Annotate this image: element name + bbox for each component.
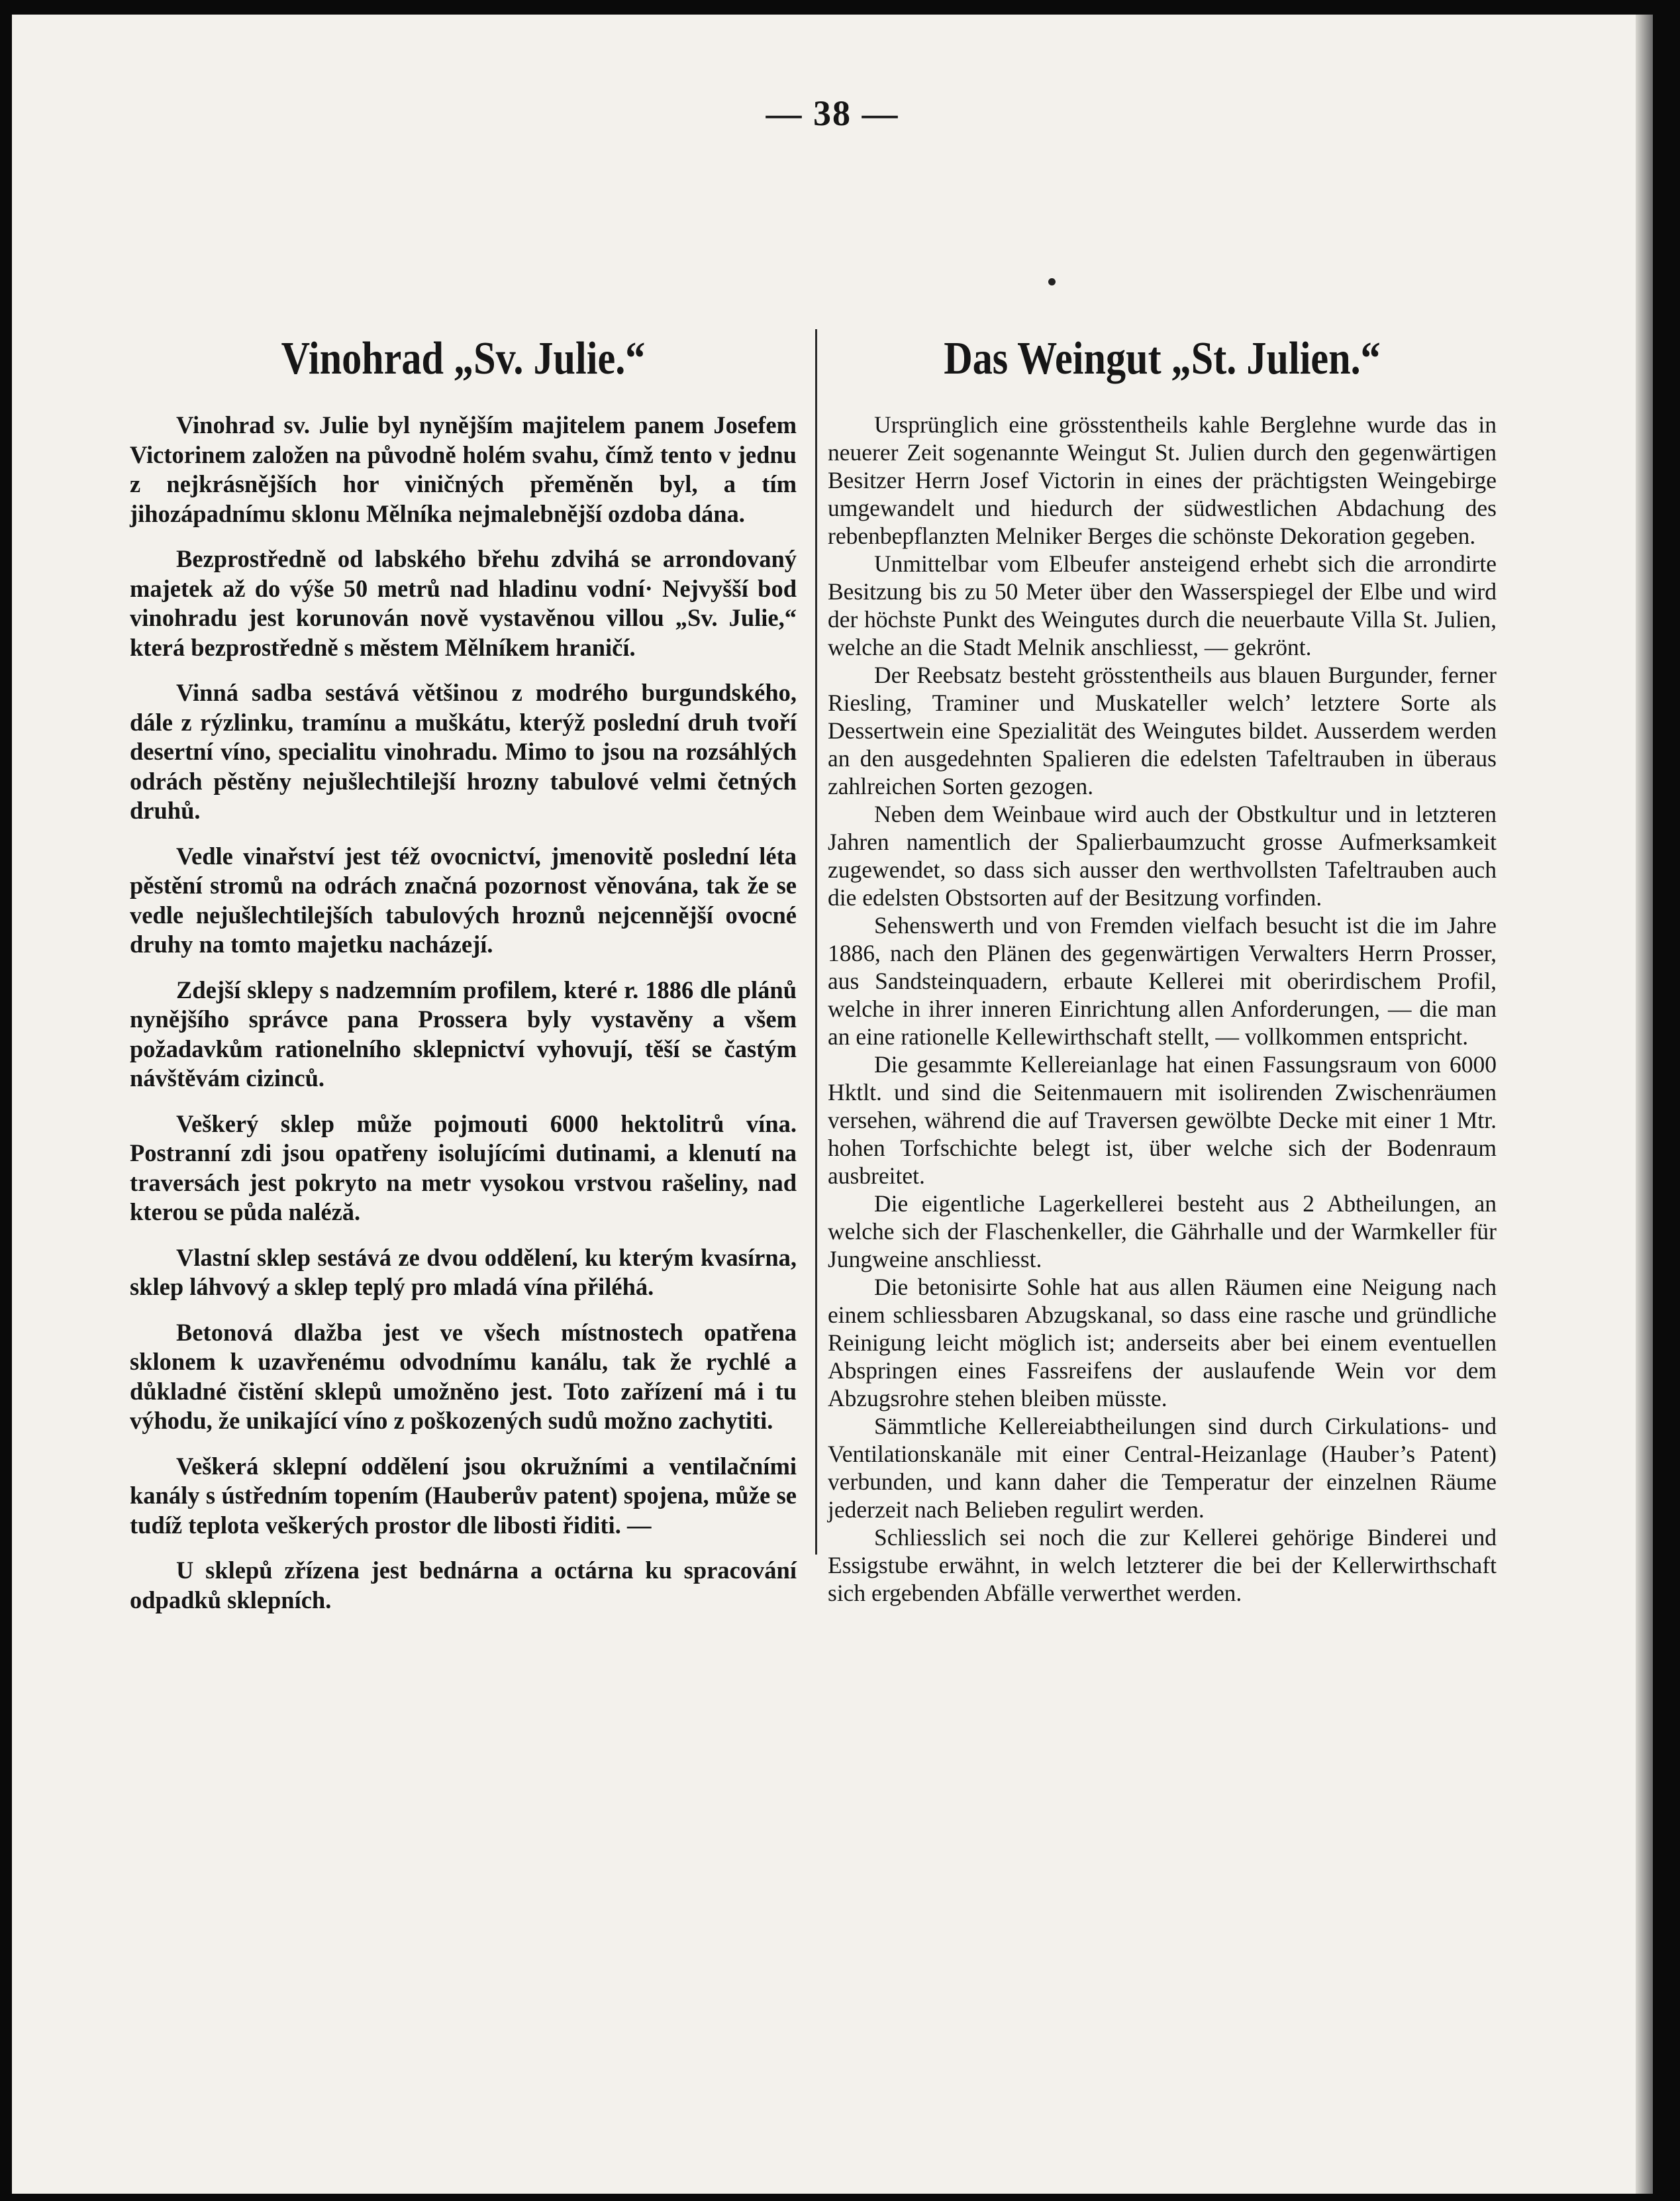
paragraph: Sehenswerth und von Fremden vielfach besucht ist die im Jahre 1886, nach den Plänen des gegenwärtigen Verwalters Herrn Prosser, aus Sandsteinquadern, erbaute Kellerei mit oberirdischem Profil, welche in ihrer inneren Einrichtung allen Anforderungen, — die man an eine rationelle Kellewirthschaft stellt, — vollkommen entspricht.: [828, 912, 1497, 1050]
paragraph: Vedle vinařství jest též ovocnictví, jmenovitě poslední léta pěstění stromů na odrách značná pozornost věnována, tak že se vedle nejušlechtilejších tabulových hroznů nejcennější ovocné druhy na tomto majetku nacházejí.: [130, 842, 797, 958]
paragraph: Ursprünglich eine grösstentheils kahle Berglehne wurde das in neuerer Zeit sogenannte Weingut St. Julien durch den gegenwärtigen Besitzer Herrn Josef Victorin in eines der prächtigsten Weingebirge umgewandelt und hiedurch der südwestlichen Abdachung des rebenbepflanzten Melniker Berges die schönste Dekoration gegeben.: [828, 411, 1497, 549]
paragraph: Die gesammte Kellereianlage hat einen Fassungsraum von 6000 Hktlt. und sind die Seitenmauern mit isolirenden Zwischenräumen versehen, während die auf Traversen gewölbte Decke mit einer 1 Mtr. hohen Torfschichte belegt ist, über welche sich der Bodenraum ausbreitet.: [828, 1051, 1497, 1189]
paragraph: Vlastní sklep sestává ze dvou oddělení, ku kterým kvasírna, sklep láhvový a sklep teplý pro mladá vína přiléhá.: [130, 1243, 797, 1300]
paragraph: Betonová dlažba jest ve všech místnostech opatřena sklonem k uzavřenému odvodnímu kanálu, tak že rychlé a důkladné čistění sklepů umožněno jest. Toto zařízení má i tu výhodu, že unikající víno z poškozených sudů možno zachytiti.: [130, 1318, 797, 1434]
page-edge: [1636, 15, 1653, 2194]
paragraph: Der Reebsatz besteht grösstentheils aus blauen Burgunder, ferner Riesling, Traminer und Muskateller welch’ letztere Sorte als Dessertwein eine Spezialität des Weingutes bildet. Ausserdem werden an den ausgedehnten Spalieren die edelsten Tafeltrauben in überaus zahlreichen Sorten gezogen.: [828, 662, 1497, 799]
left-column-title: Vinohrad „Sv. Julie.“: [281, 333, 646, 384]
paragraph: Vinohrad sv. Julie byl nynějším majitelem panem Josefem Victorinem založen na původně holém svahu, čímž tento v jednu z nejkrásnějších hor viničných přeměněn byl, a tím jihozápadnímu sklonu Mělníka nejmalebnější ozdoba dána.: [130, 411, 797, 527]
paragraph: Bezprostředně od labského břehu zdvihá se arrondovaný majetek až do výše 50 metrů nad hladinu vodní· Nejvyšší bod vinohradu jest korunován nově vystavěnou villou „Sv. Julie,“ která bezprostředně s městem Mělníkem hraničí.: [130, 545, 797, 661]
paragraph: Veškerá sklepní oddělení jsou okružními a ventilačními kanály s ústředním topením (Hauberův patent) spojena, může se tudíž teplota veškerých prostor dle libosti řiditi. —: [130, 1452, 797, 1539]
paragraph: Schliesslich sei noch die zur Kellerei gehörige Binderei und Essigstube erwähnt, in welch letzterer die bei der Kellerwirthschaft sich ergebenden Abfälle verwerthet werden.: [828, 1524, 1497, 1606]
paragraph: Vinná sadba sestává většinou z modrého burgundského, dále z rýzlinku, tramínu a muškátu, kterýž poslední druh tvoří desertní víno, specialitu vinohradu. Mimo to jsou na rozsáhlých odrách pěstěny nejušlechtilejší hrozny tabulové velmi četných druhů.: [130, 679, 797, 824]
printing-speck: [1048, 278, 1056, 285]
paragraph: U sklepů zřízena jest bednárna a octárna ku spracování odpadků sklepních.: [130, 1557, 797, 1613]
paragraph: Die eigentliche Lagerkellerei besteht aus 2 Abtheilungen, an welche sich der Flaschenkeller, die Gährhalle und der Warmkeller für Jungweine anschliesst.: [828, 1190, 1497, 1272]
paragraph: Neben dem Weinbaue wird auch der Obstkultur und in letzteren Jahren namentlich der Spalierbaumzucht grosse Aufmerksamkeit zugewendet, so dass sich ausser den werthvollsten Tafeltrauben auch die edelsten Obstsorten auf der Besitzung vorfinden.: [828, 801, 1497, 911]
column-divider: [815, 329, 817, 1555]
left-column-czech: [130, 333, 797, 1631]
paragraph: Sämmtliche Kellereiabtheilungen sind durch Cirkulations- und Ventilationskanäle mit einer Central-Heizanlage (Hauber’s Patent) verbunden, und kann daher die Temperatur der einzelnen Räume jederzeit nach Belieben regulirt werden.: [828, 1413, 1497, 1523]
paragraph: Die betonisirte Sohle hat aus allen Räumen eine Neigung nach einem schliessbaren Abzugskanal, so dass eine rasche und gründliche Reinigung leicht möglich ist; anderseits aber bei einem eventuellen Abspringen eines Fassreifens der auslaufende Wein vor dem Abzugsrohre stehen bleiben müsste.: [828, 1274, 1497, 1411]
right-column-german: [828, 333, 1497, 1607]
paragraph: Veškerý sklep může pojmouti 6000 hektolitrů vína. Postranní zdi jsou opatřeny isolujícími dutinami, a klenutí na traversách jest pokryto na metr vysokou vrstvou rašeliny, nad kterou se půda naléză.: [130, 1109, 797, 1225]
paragraph: Zdejší sklepy s nadzemním profilem, které r. 1886 dle plánů nynějšího správce pana Prossera byly vystavěny a všem požadavkům rationelního sklepnictví vyhovují, těší se častým návštěvám cizinců.: [130, 976, 797, 1092]
paragraph: Unmittelbar vom Elbeufer ansteigend erhebt sich die arrondirte Besitzung bis zu 50 Meter über den Wasserspiegel der Elbe und wird der höchste Punkt des Weingutes durch die neuerbaute Villa St. Julien, welche an die Stadt Melnik anschliesst, — gekrönt.: [828, 550, 1497, 660]
page-number: — 38 —: [766, 93, 899, 133]
document-page: [12, 15, 1653, 2194]
right-column-title: Das Weingut „St. Julien.“: [944, 333, 1381, 384]
